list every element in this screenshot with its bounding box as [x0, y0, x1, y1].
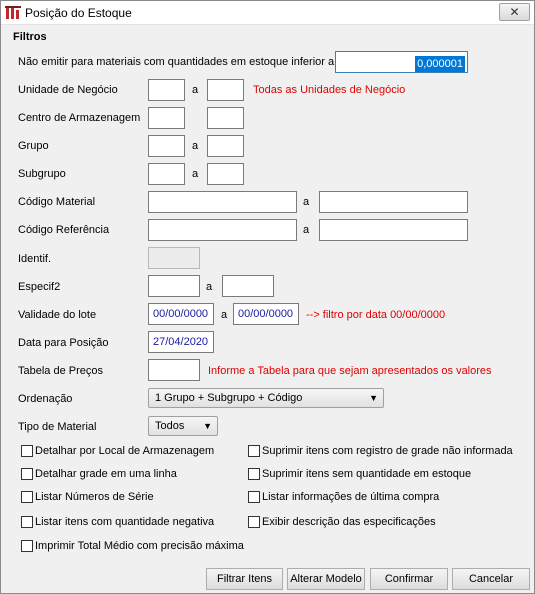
range-separator: a [303, 224, 310, 236]
chevron-down-icon: ▼ [369, 393, 378, 403]
grupo-to-input[interactable] [207, 135, 244, 157]
imprimir-total-checkbox[interactable] [21, 540, 33, 552]
min-qty-label: Não emitir para materiais com quantidades em estoque inferior a [18, 56, 335, 68]
centro-from-input[interactable] [148, 107, 185, 129]
range-separator: a [221, 309, 228, 321]
data-posicao-input[interactable]: 27/04/2020 [148, 331, 214, 353]
validade-to-input[interactable]: 00/00/0000 [233, 303, 299, 325]
tipo-value: Todos [155, 420, 185, 432]
title-bar [1, 1, 534, 25]
tipo-label: Tipo de Material [18, 421, 97, 433]
alterar-modelo-button[interactable]: Alterar Modelo [287, 568, 365, 590]
close-icon: ✕ [509, 5, 520, 19]
listar-negativa-checkbox[interactable] [21, 516, 33, 528]
range-separator: a [192, 84, 199, 96]
filters-group-label: Filtros [13, 31, 47, 43]
codigo-referencia-from-input[interactable] [148, 219, 297, 241]
listar-negativa-label: Listar itens com quantidade negativa [35, 516, 215, 528]
exibir-descricao-label: Exibir descrição das especificações [262, 516, 436, 528]
subgrupo-to-input[interactable] [207, 163, 244, 185]
subgrupo-from-input[interactable] [148, 163, 185, 185]
listar-ultima-compra-label: Listar informações de última compra [262, 491, 440, 503]
range-separator: a [192, 168, 199, 180]
identif-label: Identif. [18, 253, 52, 265]
filtrar-itens-button[interactable]: Filtrar Itens [206, 568, 283, 590]
unidade-note: Todas as Unidades de Negócio [253, 84, 406, 96]
tabela-input[interactable] [148, 359, 200, 381]
especif2-label: Especif2 [18, 281, 61, 293]
chevron-down-icon: ▼ [203, 421, 212, 431]
data-posicao-label: Data para Posição [18, 337, 109, 349]
suprimir-sem-qtd-label: Suprimir itens sem quantidade em estoque [262, 468, 472, 480]
detalhar-grade-checkbox[interactable] [21, 468, 33, 480]
suprimir-sem-qtd-checkbox[interactable] [248, 468, 260, 480]
detalhar-grade-label: Detalhar grade em uma linha [35, 468, 177, 480]
especif2-to-input[interactable] [222, 275, 274, 297]
identif-input [148, 247, 200, 269]
grupo-from-input[interactable] [148, 135, 185, 157]
cancelar-button[interactable]: Cancelar [452, 568, 530, 590]
range-separator: a [303, 196, 310, 208]
centro-label: Centro de Armazenagem [18, 112, 141, 124]
window-title: Posição do Estoque [25, 6, 132, 20]
validade-label: Validade do lote [18, 309, 97, 321]
codigo-material-to-input[interactable] [319, 191, 468, 213]
listar-serie-checkbox[interactable] [21, 491, 33, 503]
unidade-from-input[interactable] [148, 79, 185, 101]
imprimir-total-label: Imprimir Total Médio com precisão máxima [35, 540, 244, 552]
tabela-note: Informe a Tabela para que sejam apresentados os valores [208, 365, 492, 377]
min-qty-input[interactable] [335, 51, 468, 73]
suprimir-grade-label: Suprimir itens com registro de grade não informada [262, 445, 513, 457]
ordenacao-label: Ordenação [18, 393, 73, 405]
detalhar-local-label: Detalhar por Local de Armazenagem [35, 445, 215, 457]
detalhar-local-checkbox[interactable] [21, 445, 33, 457]
listar-ultima-compra-checkbox[interactable] [248, 491, 260, 503]
subgrupo-label: Subgrupo [18, 168, 66, 180]
unidade-to-input[interactable] [207, 79, 244, 101]
range-separator: a [192, 140, 199, 152]
exibir-descricao-checkbox[interactable] [248, 516, 260, 528]
unidade-label: Unidade de Negócio [18, 84, 118, 96]
especif2-from-input[interactable] [148, 275, 200, 297]
codigo-material-from-input[interactable] [148, 191, 297, 213]
centro-to-input[interactable] [207, 107, 244, 129]
codigo-referencia-label: Código Referência [18, 224, 110, 236]
validade-note: --> filtro por data 00/00/0000 [306, 309, 446, 321]
ordenacao-select[interactable] [148, 388, 384, 408]
suprimir-grade-checkbox[interactable] [248, 445, 260, 457]
codigo-material-label: Código Material [18, 196, 96, 208]
app-logo-icon [5, 5, 21, 21]
range-separator: a [206, 281, 213, 293]
confirmar-button[interactable]: Confirmar [370, 568, 448, 590]
listar-serie-label: Listar Números de Série [35, 491, 154, 503]
tipo-select[interactable] [148, 416, 218, 436]
min-qty-value: 0,000001 [417, 58, 463, 70]
ordenacao-value: 1 Grupo + Subgrupo + Código [155, 392, 303, 404]
close-button[interactable] [499, 3, 530, 21]
codigo-referencia-to-input[interactable] [319, 219, 468, 241]
validade-from-input[interactable]: 00/00/0000 [148, 303, 214, 325]
tabela-label: Tabela de Preços [18, 365, 103, 377]
grupo-label: Grupo [18, 140, 49, 152]
